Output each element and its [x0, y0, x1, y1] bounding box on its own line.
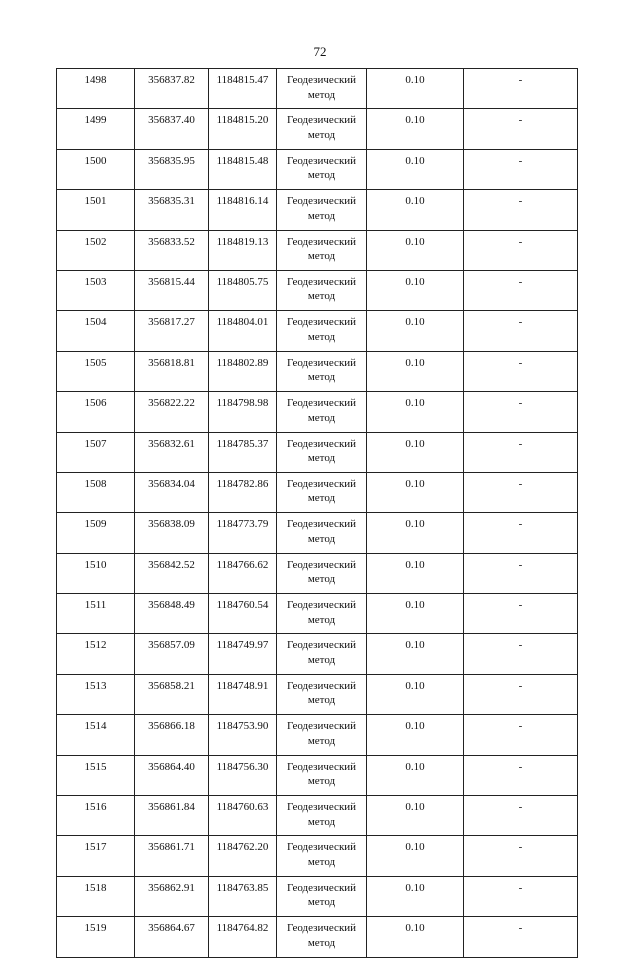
- method-cell: Геодезический метод: [277, 513, 367, 553]
- note-cell: -: [464, 634, 578, 674]
- table-row: [57, 230, 578, 270]
- accuracy-cell: 0.10: [367, 553, 464, 593]
- accuracy-cell: 0.10: [367, 796, 464, 836]
- point-number-cell: 1507: [57, 432, 135, 472]
- method-cell: Геодезический метод: [277, 392, 367, 432]
- table-row: [57, 594, 578, 634]
- note-cell: -: [464, 917, 578, 957]
- note-cell: -: [464, 311, 578, 351]
- accuracy-cell: 0.10: [367, 634, 464, 674]
- point-number-cell: 1515: [57, 755, 135, 795]
- point-number-cell: 1511: [57, 594, 135, 634]
- y-coordinate-cell: 1184804.01: [209, 311, 277, 351]
- table-row: [57, 351, 578, 391]
- method-cell: Геодезический метод: [277, 796, 367, 836]
- point-number-cell: 1510: [57, 553, 135, 593]
- point-number-cell: 1500: [57, 149, 135, 189]
- method-cell: Геодезический метод: [277, 351, 367, 391]
- table-row: [57, 69, 578, 109]
- table-row: [57, 553, 578, 593]
- x-coordinate-cell: 356832.61: [135, 432, 209, 472]
- note-cell: -: [464, 230, 578, 270]
- method-cell: Геодезический метод: [277, 634, 367, 674]
- accuracy-cell: 0.10: [367, 674, 464, 714]
- x-coordinate-cell: 356842.52: [135, 553, 209, 593]
- y-coordinate-cell: 1184748.91: [209, 674, 277, 714]
- point-number-cell: 1504: [57, 311, 135, 351]
- y-coordinate-cell: 1184805.75: [209, 270, 277, 310]
- x-coordinate-cell: 356848.49: [135, 594, 209, 634]
- page-number: 72: [313, 44, 327, 59]
- method-cell: Геодезический метод: [277, 472, 367, 512]
- x-coordinate-cell: 356815.44: [135, 270, 209, 310]
- point-number-cell: 1502: [57, 230, 135, 270]
- note-cell: -: [464, 392, 578, 432]
- note-cell: -: [464, 109, 578, 149]
- note-cell: -: [464, 513, 578, 553]
- point-number-cell: 1505: [57, 351, 135, 391]
- point-number-cell: 1509: [57, 513, 135, 553]
- note-cell: -: [464, 190, 578, 230]
- accuracy-cell: 0.10: [367, 270, 464, 310]
- y-coordinate-cell: 1184753.90: [209, 715, 277, 755]
- y-coordinate-cell: 1184760.54: [209, 594, 277, 634]
- method-cell: Геодезический метод: [277, 230, 367, 270]
- table-row: [57, 876, 578, 916]
- y-coordinate-cell: 1184749.97: [209, 634, 277, 674]
- x-coordinate-cell: 356858.21: [135, 674, 209, 714]
- y-coordinate-cell: 1184760.63: [209, 796, 277, 836]
- accuracy-cell: 0.10: [367, 876, 464, 916]
- table-row: [57, 917, 578, 957]
- table-row: [57, 715, 578, 755]
- note-cell: -: [464, 270, 578, 310]
- note-cell: -: [464, 755, 578, 795]
- method-cell: Геодезический метод: [277, 836, 367, 876]
- method-cell: Геодезический метод: [277, 270, 367, 310]
- method-cell: Геодезический метод: [277, 190, 367, 230]
- accuracy-cell: 0.10: [367, 513, 464, 553]
- point-number-cell: 1518: [57, 876, 135, 916]
- point-number-cell: 1512: [57, 634, 135, 674]
- method-cell: Геодезический метод: [277, 311, 367, 351]
- note-cell: -: [464, 836, 578, 876]
- x-coordinate-cell: 356822.22: [135, 392, 209, 432]
- table-row: [57, 674, 578, 714]
- y-coordinate-cell: 1184815.47: [209, 69, 277, 109]
- y-coordinate-cell: 1184815.20: [209, 109, 277, 149]
- accuracy-cell: 0.10: [367, 755, 464, 795]
- accuracy-cell: 0.10: [367, 594, 464, 634]
- x-coordinate-cell: 356861.84: [135, 796, 209, 836]
- y-coordinate-cell: 1184756.30: [209, 755, 277, 795]
- coordinates-table-body: [57, 69, 578, 958]
- table-row: [57, 392, 578, 432]
- y-coordinate-cell: 1184798.98: [209, 392, 277, 432]
- table-row: [57, 270, 578, 310]
- x-coordinate-cell: 356818.81: [135, 351, 209, 391]
- method-cell: Геодезический метод: [277, 594, 367, 634]
- method-cell: Геодезический метод: [277, 674, 367, 714]
- point-number-cell: 1498: [57, 69, 135, 109]
- method-cell: Геодезический метод: [277, 553, 367, 593]
- y-coordinate-cell: 1184773.79: [209, 513, 277, 553]
- point-number-cell: 1501: [57, 190, 135, 230]
- y-coordinate-cell: 1184782.86: [209, 472, 277, 512]
- note-cell: -: [464, 149, 578, 189]
- y-coordinate-cell: 1184766.62: [209, 553, 277, 593]
- method-cell: Геодезический метод: [277, 69, 367, 109]
- point-number-cell: 1499: [57, 109, 135, 149]
- note-cell: -: [464, 351, 578, 391]
- x-coordinate-cell: 356862.91: [135, 876, 209, 916]
- y-coordinate-cell: 1184785.37: [209, 432, 277, 472]
- note-cell: -: [464, 432, 578, 472]
- table-row: [57, 836, 578, 876]
- method-cell: Геодезический метод: [277, 432, 367, 472]
- table-row: [57, 634, 578, 674]
- note-cell: -: [464, 69, 578, 109]
- x-coordinate-cell: 356866.18: [135, 715, 209, 755]
- point-number-cell: 1513: [57, 674, 135, 714]
- x-coordinate-cell: 356837.82: [135, 69, 209, 109]
- y-coordinate-cell: 1184802.89: [209, 351, 277, 391]
- table-row: [57, 755, 578, 795]
- accuracy-cell: 0.10: [367, 351, 464, 391]
- table-row: [57, 513, 578, 553]
- accuracy-cell: 0.10: [367, 230, 464, 270]
- x-coordinate-cell: 356861.71: [135, 836, 209, 876]
- accuracy-cell: 0.10: [367, 715, 464, 755]
- x-coordinate-cell: 356817.27: [135, 311, 209, 351]
- x-coordinate-cell: 356838.09: [135, 513, 209, 553]
- accuracy-cell: 0.10: [367, 69, 464, 109]
- accuracy-cell: 0.10: [367, 432, 464, 472]
- x-coordinate-cell: 356837.40: [135, 109, 209, 149]
- y-coordinate-cell: 1184764.82: [209, 917, 277, 957]
- point-number-cell: 1516: [57, 796, 135, 836]
- y-coordinate-cell: 1184762.20: [209, 836, 277, 876]
- table-row: [57, 796, 578, 836]
- y-coordinate-cell: 1184763.85: [209, 876, 277, 916]
- x-coordinate-cell: 356834.04: [135, 472, 209, 512]
- accuracy-cell: 0.10: [367, 472, 464, 512]
- table-row: [57, 190, 578, 230]
- x-coordinate-cell: 356864.67: [135, 917, 209, 957]
- method-cell: Геодезический метод: [277, 109, 367, 149]
- accuracy-cell: 0.10: [367, 190, 464, 230]
- y-coordinate-cell: 1184819.13: [209, 230, 277, 270]
- note-cell: -: [464, 472, 578, 512]
- accuracy-cell: 0.10: [367, 836, 464, 876]
- note-cell: -: [464, 876, 578, 916]
- x-coordinate-cell: 356833.52: [135, 230, 209, 270]
- point-number-cell: 1506: [57, 392, 135, 432]
- note-cell: -: [464, 674, 578, 714]
- coordinates-table: [56, 68, 578, 958]
- y-coordinate-cell: 1184815.48: [209, 149, 277, 189]
- method-cell: Геодезический метод: [277, 755, 367, 795]
- table-row: [57, 311, 578, 351]
- method-cell: Геодезический метод: [277, 876, 367, 916]
- note-cell: -: [464, 796, 578, 836]
- accuracy-cell: 0.10: [367, 392, 464, 432]
- point-number-cell: 1503: [57, 270, 135, 310]
- table-row: [57, 149, 578, 189]
- note-cell: -: [464, 594, 578, 634]
- y-coordinate-cell: 1184816.14: [209, 190, 277, 230]
- method-cell: Геодезический метод: [277, 715, 367, 755]
- table-row: [57, 109, 578, 149]
- note-cell: -: [464, 553, 578, 593]
- x-coordinate-cell: 356835.95: [135, 149, 209, 189]
- table-row: [57, 432, 578, 472]
- table-row: [57, 472, 578, 512]
- point-number-cell: 1508: [57, 472, 135, 512]
- note-cell: -: [464, 715, 578, 755]
- accuracy-cell: 0.10: [367, 311, 464, 351]
- point-number-cell: 1519: [57, 917, 135, 957]
- x-coordinate-cell: 356864.40: [135, 755, 209, 795]
- x-coordinate-cell: 356857.09: [135, 634, 209, 674]
- x-coordinate-cell: 356835.31: [135, 190, 209, 230]
- method-cell: Геодезический метод: [277, 917, 367, 957]
- accuracy-cell: 0.10: [367, 149, 464, 189]
- point-number-cell: 1517: [57, 836, 135, 876]
- accuracy-cell: 0.10: [367, 917, 464, 957]
- method-cell: Геодезический метод: [277, 149, 367, 189]
- point-number-cell: 1514: [57, 715, 135, 755]
- accuracy-cell: 0.10: [367, 109, 464, 149]
